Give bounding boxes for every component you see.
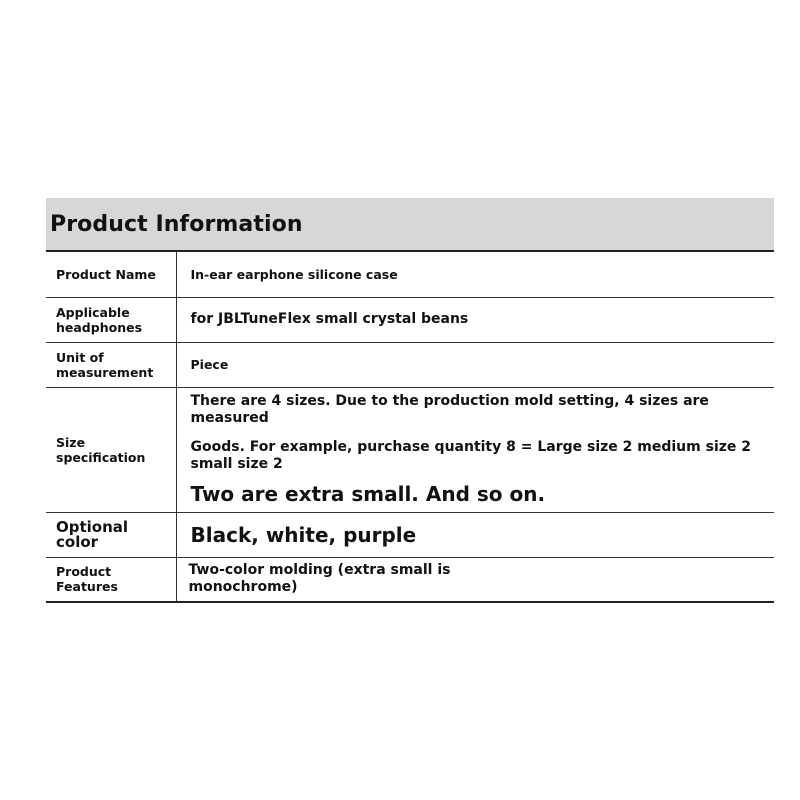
size-spec-line-1: There are 4 sizes. Due to the production mold setting, 4 sizes are measured [190, 392, 709, 426]
table-row [46, 387, 774, 512]
row-value-product-name: In-ear earphone silicone case [176, 252, 774, 297]
table-row [46, 557, 774, 602]
table-row [46, 512, 774, 557]
row-label-unit: Unit of measurement [46, 342, 176, 387]
row-value-features: Two-color molding (extra small is monochrome) [176, 557, 774, 602]
row-label-applicable-headphones: Applicable headphones [46, 297, 176, 342]
size-spec-line-2: Goods. For example, purchase quantity 8 = Large size 2 medium size 2 small size 2 [190, 438, 751, 472]
table-row [46, 252, 774, 297]
row-value-applicable-headphones: for JBLTuneFlex small crystal beans [176, 297, 774, 342]
row-value-unit: Piece [176, 342, 774, 387]
product-info-table [46, 252, 774, 603]
product-info-sheet [46, 198, 774, 603]
size-spec-line-3: Two are extra small. And so on. [190, 481, 546, 506]
section-header [46, 198, 774, 252]
row-value-optional-color: Black, white, purple [176, 512, 774, 557]
row-value-size-spec [176, 387, 774, 512]
table-row [46, 342, 774, 387]
row-label-optional-color: Optional color [46, 512, 176, 557]
row-label-features: Product Features [46, 557, 176, 602]
section-title: Product Information [50, 211, 303, 237]
row-label-size-spec: Size specification [46, 387, 176, 512]
row-label-product-name: Product Name [46, 252, 176, 297]
table-row [46, 297, 774, 342]
